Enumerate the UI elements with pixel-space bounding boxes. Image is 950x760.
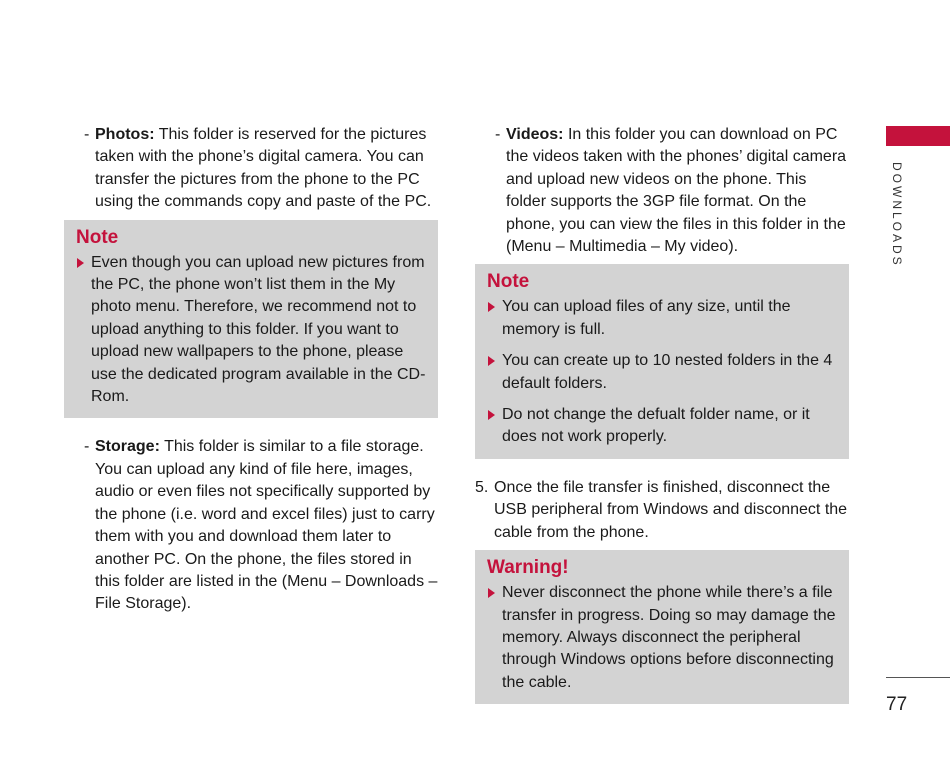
bullet-triangle-icon: [488, 356, 495, 366]
step-text: Once the file transfer is finished, disconnect the USB peripheral from Windows and disconnect the cable from the phone.: [494, 478, 848, 541]
videos-text: In this folder you can download on PC the videos taken with the phones’ digital camera and upload new videos on the phone. This folder supports the 3GP file format. On the phone, you can view the files in this folder in the (Menu – Multimedia – My video).: [506, 126, 847, 256]
videos-paragraph: [475, 124, 849, 258]
step-number: 5.: [475, 478, 489, 496]
section-label: DOWNLOADS: [890, 162, 904, 268]
note-text: Even though you can upload new pictures from the PC, the phone won’t list them in the My photo menu. Therefore, we recommend not to upload anything to this folder. If you want to upload new wallpapers to the phone, please use the dedicated program available in the CD-Rom.: [91, 253, 426, 406]
note-title: Note: [76, 226, 119, 248]
photos-paragraph: [64, 124, 438, 214]
photos-text: This folder is reserved for the pictures taken with the phone’s digital camera. You can transfer the pictures from the phone to the PC using the commands copy and paste of the PC.: [95, 126, 432, 211]
warning-text: Never disconnect the phone while there’s a file transfer in progress. Doing so may damage the memory. Always disconnect the peripheral through Windows options before disconnecting the cable.: [502, 584, 836, 691]
storage-label: Storage:: [95, 438, 160, 456]
warning-bullet: [487, 582, 837, 694]
note-box-right: [475, 264, 849, 458]
photos-label: Photos:: [95, 126, 155, 143]
storage-text: This folder is similar to a file storage. You can upload any kind of file here, images, audio or even files not specifically supported by the phone (i.e. word and excel files) just to carry them with you and download them later to another PC. On the phone, the files stored in this folder are listed in the (Menu – Downloads – File Storage).: [95, 438, 438, 613]
left-column: [64, 124, 438, 616]
dash-marker: -: [495, 126, 501, 143]
note-title: Note: [487, 271, 530, 293]
bullet-triangle-icon: [77, 258, 84, 268]
section-tab-bar: [886, 126, 950, 146]
dash-marker: -: [84, 438, 90, 456]
videos-label: Videos:: [506, 126, 564, 143]
bullet-triangle-icon: [488, 410, 495, 420]
note-bullet: [76, 252, 426, 409]
note-bullet: [487, 350, 837, 395]
note-text: You can create up to 10 nested folders in the 4 default folders.: [502, 352, 833, 392]
footer-rule: [886, 677, 950, 678]
step-5-paragraph: [475, 477, 849, 544]
note-box-left: [64, 220, 438, 419]
note-text: Do not change the defualt folder name, or it does not work properly.: [502, 406, 810, 446]
note-bullet: [487, 296, 837, 341]
warning-title: Warning!: [487, 557, 569, 579]
storage-paragraph: [64, 436, 438, 615]
page-number: 77: [886, 694, 908, 715]
note-text: You can upload files of any size, until the memory is full.: [502, 298, 791, 338]
warning-box: [475, 550, 849, 704]
dash-marker: -: [84, 126, 90, 143]
bullet-triangle-icon: [488, 302, 495, 312]
right-column: [475, 124, 849, 704]
bullet-triangle-icon: [488, 588, 495, 598]
note-bullet: [487, 404, 837, 449]
